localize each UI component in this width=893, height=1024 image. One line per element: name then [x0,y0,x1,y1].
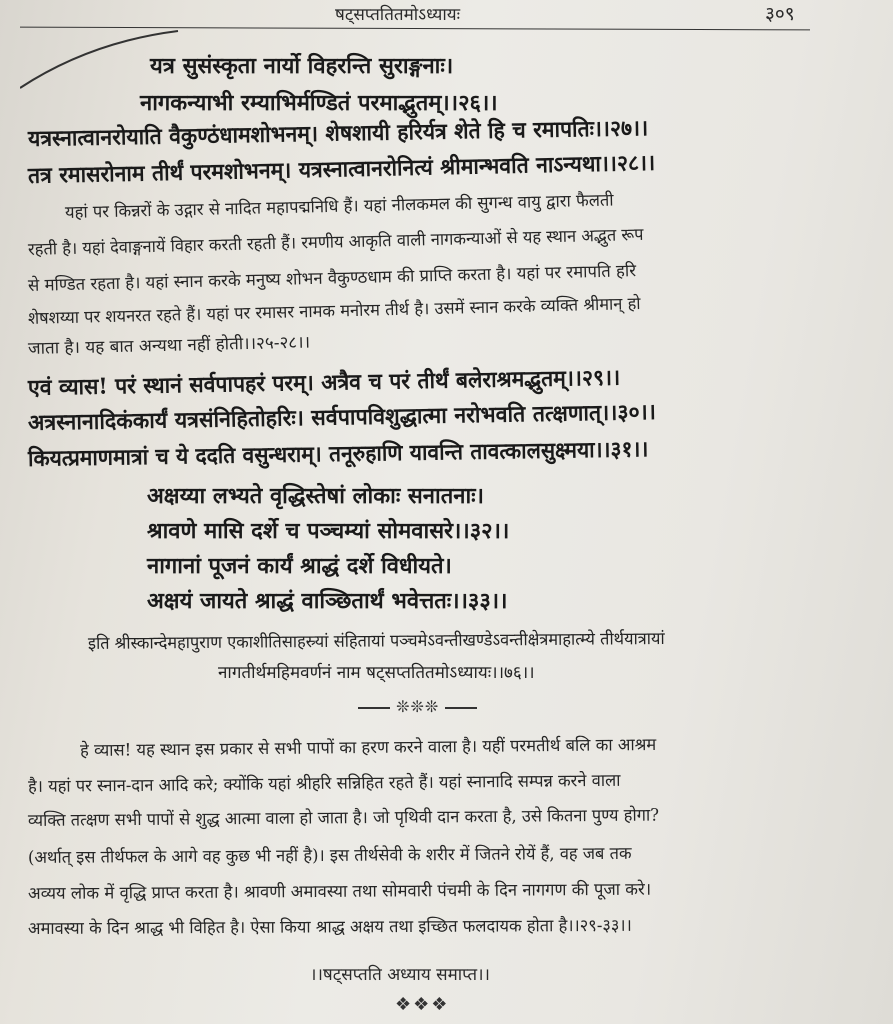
verse-30 [28,396,656,437]
translation-1-line-5: जाता है। यह बात अन्यथा नहीं होती।।२५-२८।। [27,332,311,359]
verse-32 [147,515,509,545]
verse-text: तत्र रमासरोनाम तीर्थं परमशोभनम्। यत्रस्नात्वानरोनित्यं श्रीमान्भवति नाऽन्यथा।।२८।। [27,149,656,189]
verse-31-line-2 [147,480,484,510]
verse-27 [28,112,649,153]
page-number: ३०९ [765,3,795,25]
verse-29 [28,362,621,402]
verse-text: नागानां पूजनं कार्यं श्राद्धं दर्शे विधीयते। [147,553,452,579]
verse-text: श्रावणे मासि दर्शे च पञ्चम्यां सोमवासरे।।३२।। [147,518,510,544]
verse-33-line-1 [147,550,452,580]
chapter-running-title: षट्सप्ततितमोऽध्यायः [335,5,461,25]
chapter-end-note: ।।षट्सप्तति अध्याय समाप्त।। [310,965,490,985]
verse-26-line-1 [150,50,615,80]
colophon-line-1: इति श्रीस्कान्देमहापुराण एकाशीतिसाहस्र्यां संहितायां पञ्चमेऽवन्तीखण्डेऽवन्तीक्षेत्रमाहात्म्ये तीर्थयात्रायां [87,628,665,654]
verse-text: एवं व्यास! परं स्थानं सर्वपापहरं परम्। अत्रैव च परं तीर्थं बलेराश्रमद्भुतम्।।२९।। [27,364,621,401]
translation-2-line-4: (अर्थात् इस तीर्थफल के आगे वह कुछ भी नहीं है)। इस तीर्थसेवी के शरीर में जितने रोयें हैं, वह जब तक [27,843,632,868]
verse-text: कियत्प्रमाणमात्रां च ये ददति वसुन्धराम्। तनूरुहाणि यावन्ति तावत्कालसुक्ष्मया।।३१।। [27,436,649,472]
chapter-end-divider [358,697,477,716]
divider-rule-left [358,707,390,709]
divider-rule-right [445,707,477,709]
verse-text: नागकन्याभी रम्याभिर्मण्डितं परमाद्भुतम्।।२६।। [140,90,498,116]
verse-text: यत्र सुसंस्कृता नार्यो विहरन्ति सुराङ्गनाः। [150,53,454,79]
translation-2-line-3: व्यक्ति तत्क्षण सभी पापों से शुद्ध आत्मा वाला हो जाता है। जो पृथिवी दान करता है, उसे कितना पुण्य होगा? [27,805,660,831]
translation-1-line-3: से मण्डित रहता है। यहां स्नान करके मनुष्य शोभन वैकुण्ठधाम की प्राप्ति करता है। यहां पर रमापति हरि [27,261,637,296]
verse-text: यत्रस्नात्वानरोयाति वैकुण्ठंधामशोभनम्। शेषशायी हरिर्यत्र शेते हि च रमापतिः।।२७।। [27,115,649,152]
verse-text: अक्षयं जायते श्राद्धं वाञ्छितार्थं भवेत्ततः।।३३।। [147,588,508,614]
verse-28 [28,147,656,190]
verse-33-line-2 [147,585,507,615]
verse-31 [28,433,649,473]
bottom-ornament-icon: ❖❖❖ [395,994,450,1015]
divider-flourish-icon: ❊❊❊ [396,697,440,716]
translation-1-line-4: शेषशय्या पर शयनरत रहते हैं। यहां पर रमासर नामक मनोरम तीर्थ है। उसमें स्नान करके व्यक्ति श्रीमान् हो [27,294,641,329]
verse-26-line-2 [140,87,498,117]
translation-2-line-6: अमावस्या के दिन श्राद्ध भी विहित है। ऐसा किया श्राद्ध अक्षय तथा इच्छित फलदायक होता है।।२९-३३।। [27,915,632,939]
translation-1-line-1: यहां पर किन्नरों के उद्गार से नादित महापद्मनिधि हैं। यहां नीलकमल की सुगन्ध वायु द्वारा फैलती [64,190,614,223]
translation-2-line-5: अव्यय लोक में वृद्धि प्राप्त करता है। श्रावणी अमावस्या तथा सोमवारी पंचमी के दिन नागगण की पूजा करे। [27,879,652,904]
translation-1-line-2: रहती है। यहां देवाङ्गनायें विहार करती रहती हैं। रमणीय आकृति वाली नागकन्याओं से यह स्थान अद्भुत रूप [27,224,644,260]
verse-text: अत्रस्नानादिकंकार्यं यत्रसंनिहितोहरिः। सर्वपापविशुद्धात्मा नरोभवति तत्क्षणात्।।३०।। [27,399,657,436]
colophon-line-2: नागतीर्थमहिमवर्णनं नाम षट्सप्ततितमोऽध्यायः।।७६।। [218,663,535,683]
verse-text: अक्षय्या लभ्यते वृद्धिस्तेषां लोकाः सनातनाः। [147,483,484,509]
translation-2-line-2: है। यहां पर स्नान-दान आदि करे; क्योंकि यहां श्रीहरि सन्निहित रहते हैं। यहां स्नानादि सम्पन्न करने वाला [27,770,621,797]
translation-2-line-1: हे व्यास! यह स्थान इस प्रकार से सभी पापों का हरण करने वाला है। यहीं परमतीर्थ बलि का आश्रम [79,734,657,761]
